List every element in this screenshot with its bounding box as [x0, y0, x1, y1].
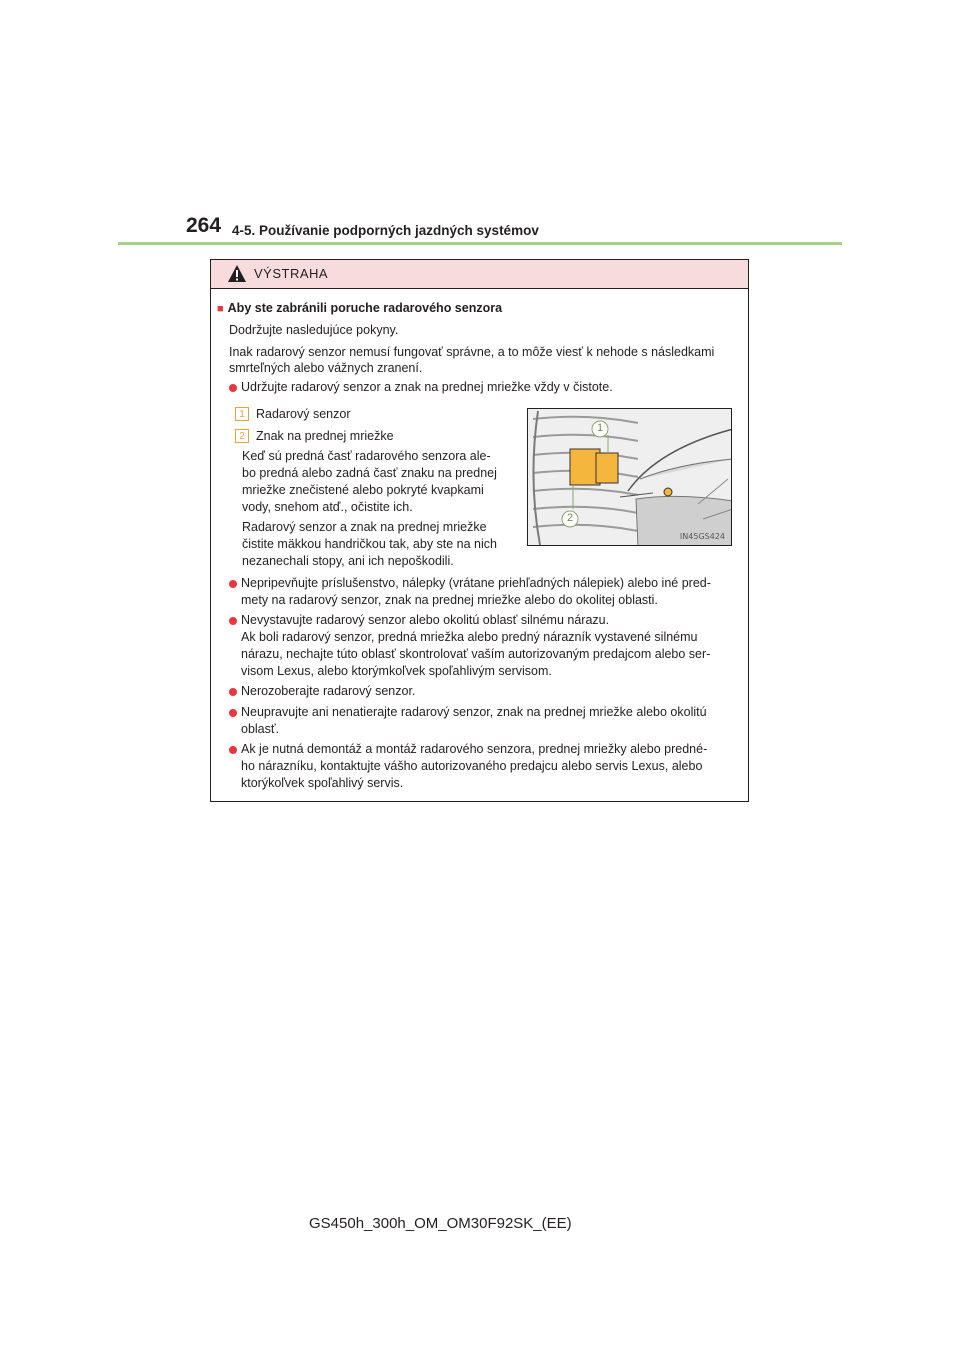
page-header [0, 0, 960, 250]
square-bullet-icon: ■ [217, 303, 224, 315]
bullet-dot-icon [229, 617, 237, 625]
para2-line1: Radarový senzor a znak na prednej mriežke [242, 520, 487, 534]
para1-line1: Keď sú predná časť radarového senzora ale- [242, 449, 491, 463]
warning-title: VÝSTRAHA [254, 266, 329, 281]
item-label-1: Radarový senzor [256, 407, 351, 421]
warning-heading-text: Aby ste zabránili poruche radarového senzora [227, 301, 503, 315]
bullet-5-line1: Neupravujte ani nenatierajte radarový senzor, znak na prednej mriežke alebo okolitú [241, 705, 707, 719]
bullet-3-line3: nárazu, nechajte túto oblasť skontrolovať vaším autorizovaným predajcom alebo ser- [241, 647, 711, 661]
para1-line2: bo predná alebo zadná časť znaku na prednej [242, 466, 497, 480]
bullet-dot-icon [229, 384, 237, 392]
document-id: GS450h_300h_OM_OM30F92SK_(EE) [309, 1215, 572, 1232]
radar-sensor-illustration [527, 408, 732, 546]
bullet-dot-icon [229, 746, 237, 754]
section-title: 4-5. Používanie podporných jazdných systémov [232, 223, 539, 238]
bullet-3-line2: Ak boli radarový senzor, predná mriežka alebo predný nárazník vystavené silnému [241, 630, 698, 644]
bullet-6-line1: Ak je nutná demontáž a montáž radarového senzora, prednej mriežky alebo predné- [241, 742, 708, 756]
bullet-5-line2: oblasť. [241, 722, 280, 736]
callout-number-2: 2 [235, 429, 249, 443]
bullet-dot-icon [229, 688, 237, 696]
warning-header [211, 260, 748, 289]
car-front-drawing [528, 409, 732, 546]
item-label-2: Znak na prednej mriežke [256, 429, 394, 443]
callout-number-1: 1 [235, 407, 249, 421]
para1-line3: mriežke znečistené alebo pokryté kvapkami [242, 483, 484, 497]
intro-text-1: Dodržujte nasledujúce pokyny. [229, 323, 399, 337]
figure-callout-2: 2 [566, 512, 574, 524]
bullet-4: Nerozoberajte radarový senzor. [241, 684, 416, 698]
page-number: 264 [186, 214, 222, 237]
header-divider [118, 242, 842, 245]
para2-line3: nezanechali stopy, ani ich nepoškodili. [242, 554, 454, 568]
para2-line2: čistite mäkkou handričkou tak, aby ste na nich [242, 537, 497, 551]
bullet-dot-icon [229, 709, 237, 717]
para1-line4: vody, snehom atď., očistite ich. [242, 500, 413, 514]
bullet-1: Udržujte radarový senzor a znak na prednej mriežke vždy v čistote. [241, 380, 613, 394]
bullet-3-line4: visom Lexus, alebo ktorýmkoľvek spoľahlivým servisom. [241, 664, 552, 678]
bullet-3-line1: Nevystavujte radarový senzor alebo okolitú oblasť silnému nárazu. [241, 613, 610, 627]
intro-text-2b: smrteľných alebo vážnych zranení. [229, 361, 423, 375]
warning-triangle-icon [227, 264, 247, 283]
bullet-6-line2: ho nárazníku, kontaktujte vášho autorizovaného predajcu alebo servis Lexus, alebo [241, 759, 703, 773]
bullet-6-line3: ktorýkoľvek spoľahlivý servis. [241, 776, 404, 790]
figure-callout-1: 1 [596, 422, 604, 434]
bullet-2-line2: mety na radarový senzor, znak na prednej mriežke alebo do okolitej oblasti. [241, 593, 658, 607]
bullet-dot-icon [229, 580, 237, 588]
bullet-2-line1: Nepripevňujte príslušenstvo, nálepky (vrátane priehľadných nálepiek) alebo iné pred- [241, 576, 711, 590]
intro-text-2a: Inak radarový senzor nemusí fungovať správne, a to môže viesť k nehode s následkami [229, 345, 715, 359]
figure-code: IN45GS424 [679, 532, 725, 541]
warning-heading [217, 300, 502, 318]
